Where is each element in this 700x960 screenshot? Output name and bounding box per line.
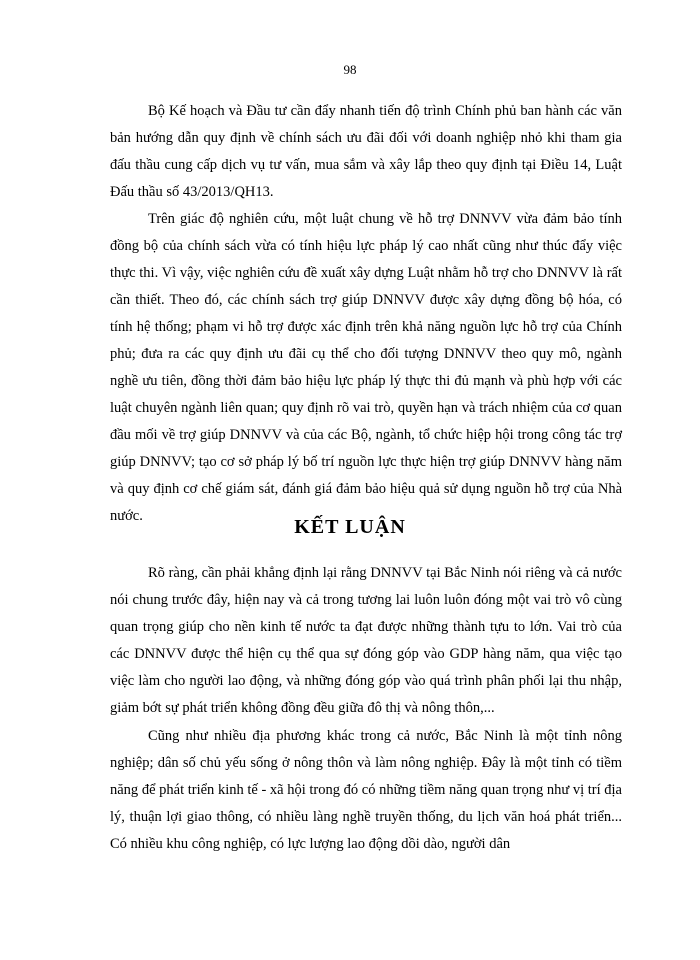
- paragraph-ministry-guidance: Bộ Kế hoạch và Đầu tư cần đẩy nhanh tiến độ trình Chính phủ ban hành các văn bản hướng dẫn quy định về chính sách ưu đãi đối với doanh nghiệp nhỏ khi tham gia đấu thầu cung cấp dịch vụ tư vấn, mua sắm và xây lắp theo quy định tại Điều 14, Luật Đấu thầu số 43/2013/QH13.: [110, 103, 622, 200]
- body-section-conclusion: [110, 560, 622, 858]
- page-number: 98: [343, 62, 357, 77]
- section-heading-conclusion: KẾT LUẬN: [294, 516, 406, 538]
- paragraph-bac-ninh-profile: Cũng như nhiều địa phương khác trong cả nước, Bắc Ninh là một tỉnh nông nghiệp; dân số chủ yếu sống ở nông thôn và làm nông nghiệp. Đây là một tỉnh có tiềm năng để phát triển kinh tế - xã hội trong đó có những tiềm năng quan trọng như vị trí địa lý, thuận lợi giao thông, có nhiều làng nghề truyền thống, du lịch văn hoá phát triển... Có nhiều khu công nghiệp, có lực lượng lao động dồi dào, người dân: [110, 728, 622, 852]
- body-section-top: [110, 98, 622, 530]
- paragraph-sme-role: Rõ ràng, cần phải khẳng định lại rằng DNNVV tại Bắc Ninh nói riêng và cả nước nói chung trước đây, hiện nay và cả trong tương lai luôn luôn đóng một vai trò vô cùng quan trọng giúp cho nền kinh tế nước ta đạt được những thành tựu to lớn. Vai trò của các DNNVV được thể hiện cụ thể qua sự đóng góp vào GDP hàng năm, qua việc tạo việc làm cho người lao động, và những đóng góp vào quá trình phân phối lại thu nhập, giảm bớt sự phát triển không đồng đều giữa đô thị và nông thôn,...: [110, 565, 622, 716]
- paragraph-sme-law-proposal: Trên giác độ nghiên cứu, một luật chung về hỗ trợ DNNVV vừa đảm bảo tính đồng bộ của chính sách vừa có tính hiệu lực pháp lý cao nhất cũng như thúc đẩy việc thực thi. Vì vậy, việc nghiên cứu đề xuất xây dựng Luật nhằm hỗ trợ cho DNNVV là rất cần thiết. Theo đó, các chính sách trợ giúp DNNVV được xây dựng đồng bộ hóa, có tính hệ thống; phạm vi hỗ trợ được xác định trên khả năng nguồn lực hỗ trợ của Chính phủ; đưa ra các quy định ưu đãi cụ thể cho đối tượng DNNVV theo quy mô, ngành nghề ưu tiên, đồng thời đảm bảo hiệu lực pháp lý thực thi đủ mạnh và phù hợp với các luật chuyên ngành liên quan; quy định rõ vai trò, quyền hạn và trách nhiệm của cơ quan đầu mối về trợ giúp DNNVV và của các Bộ, ngành, tổ chức hiệp hội trong công tác trợ giúp DNNVV; tạo cơ sở pháp lý bố trí nguồn lực thực hiện trợ giúp DNNVV hàng năm và quy định cơ chế giám sát, đánh giá đảm bảo hiệu quả sử dụng nguồn hỗ trợ của Nhà nước.: [110, 211, 622, 524]
